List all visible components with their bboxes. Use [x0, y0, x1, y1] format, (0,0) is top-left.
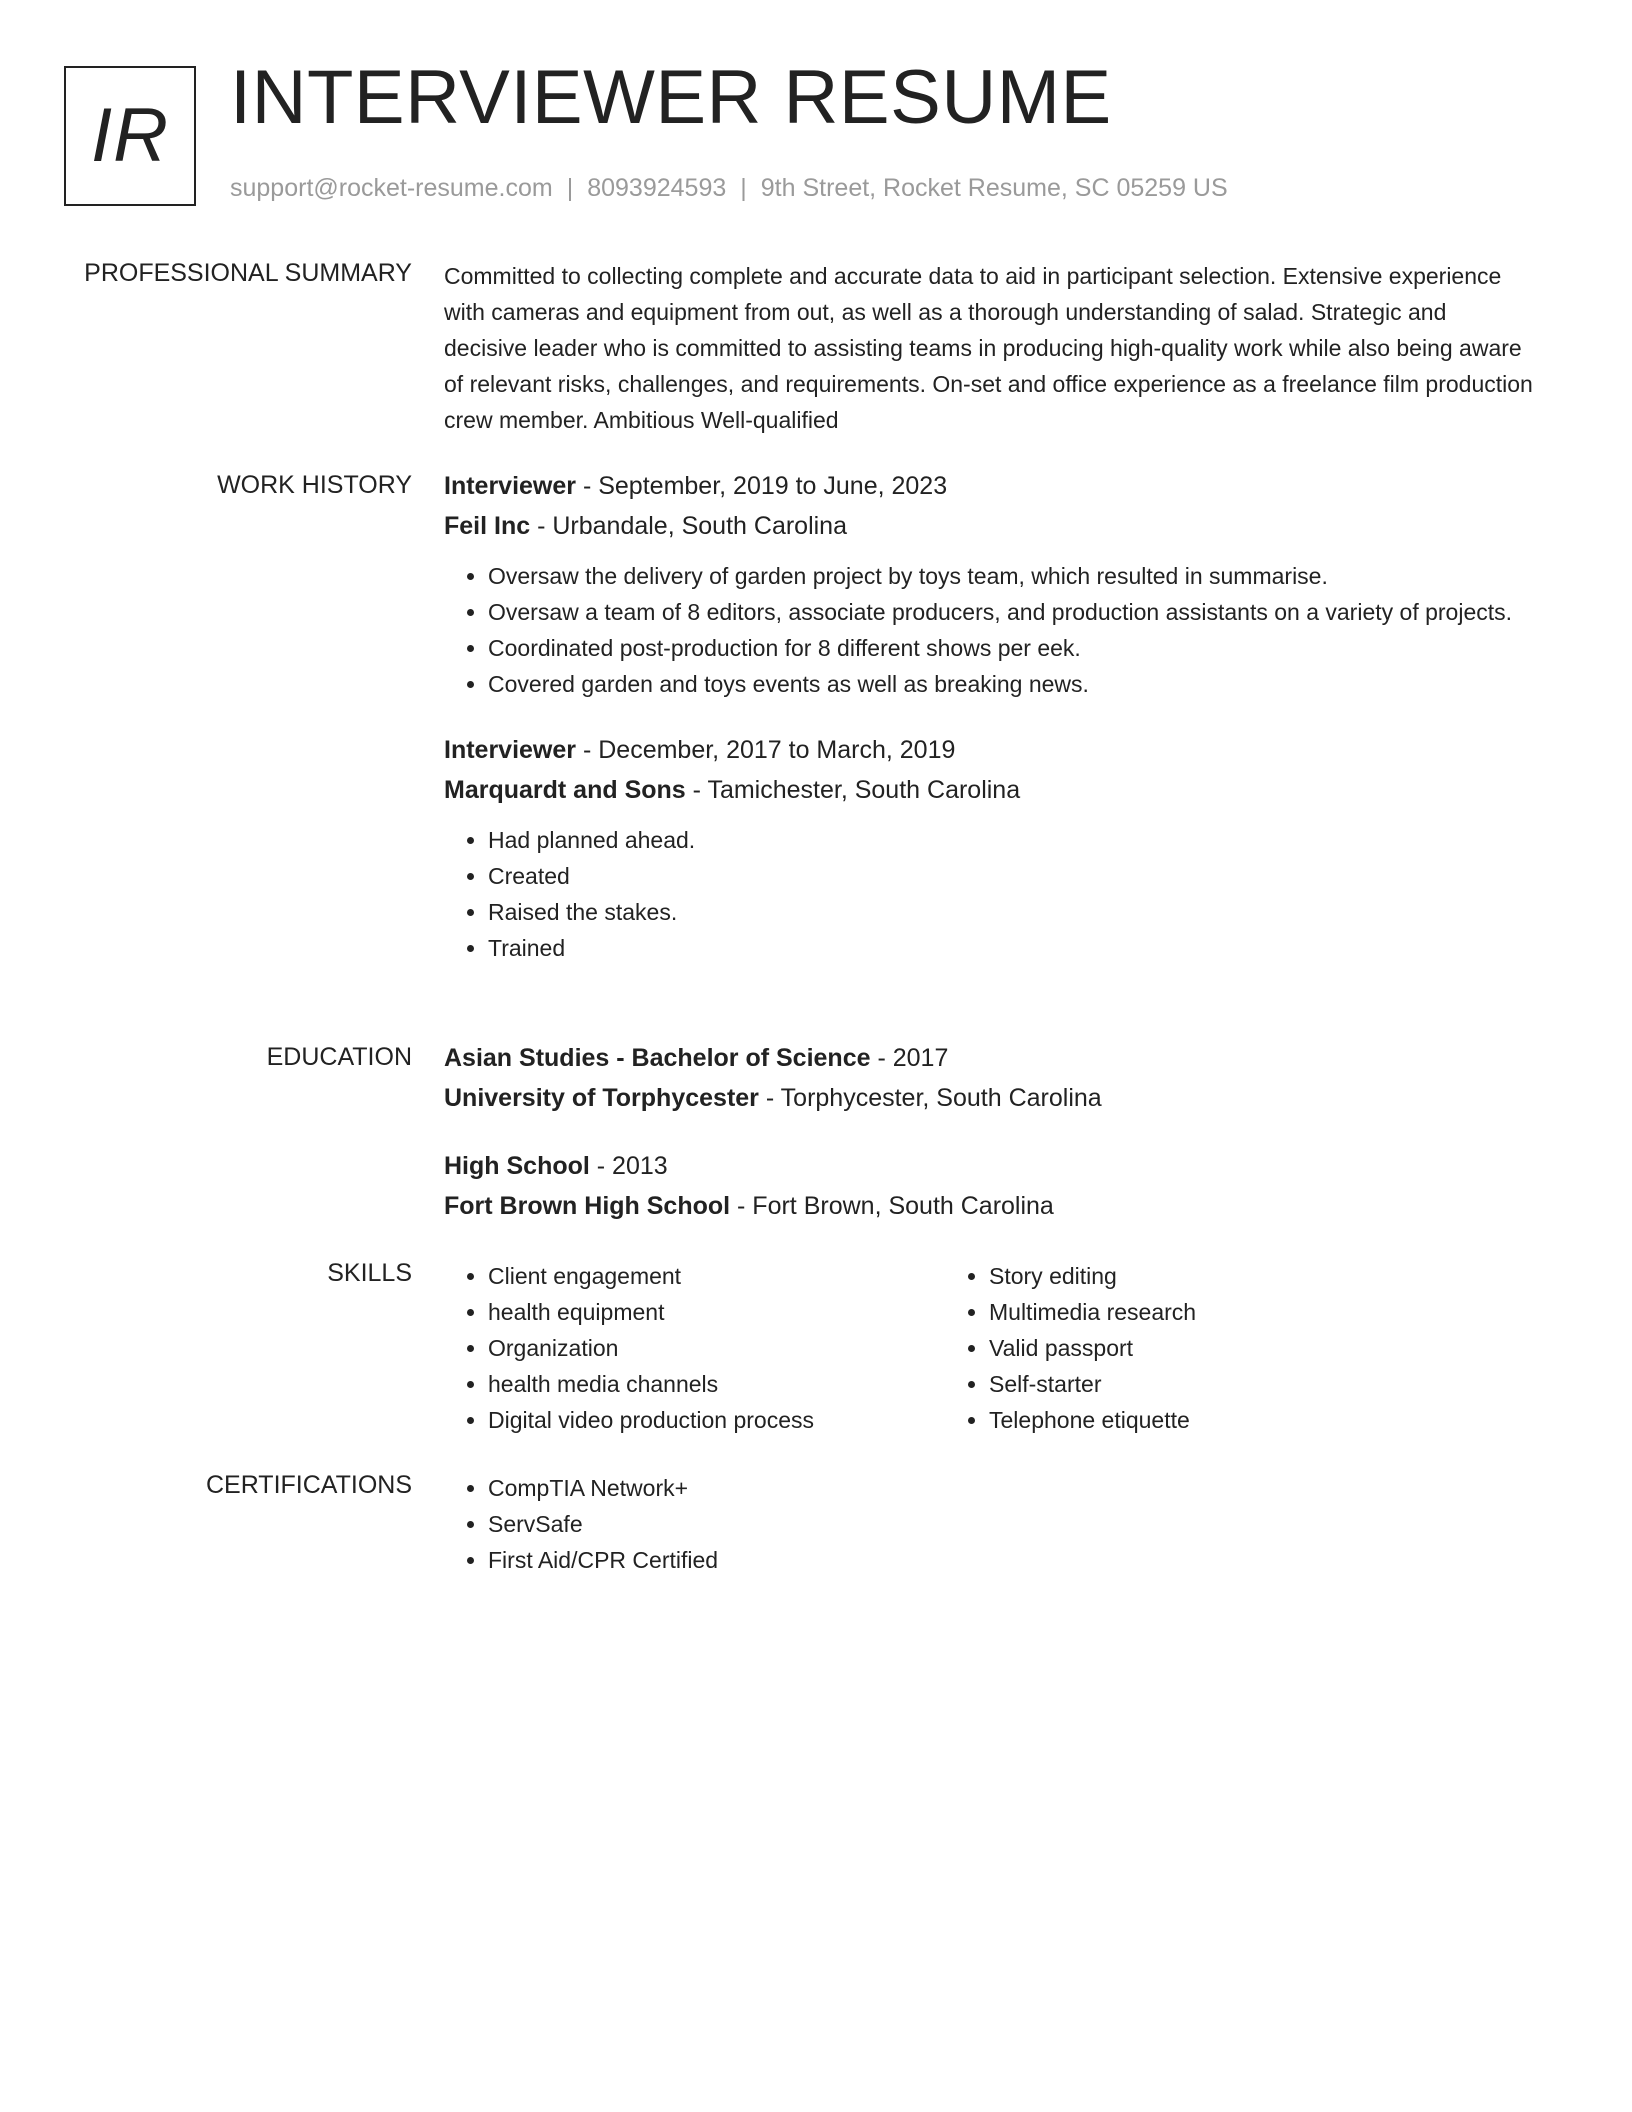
degree-line — [444, 1146, 1544, 1186]
list-item: • Created — [488, 858, 1544, 894]
school-line — [444, 1078, 1544, 1118]
job-dates: - September, 2019 to June, 2023 — [576, 472, 948, 500]
skills-list-right — [945, 1258, 1446, 1438]
job-location: - Urbandale, South Carolina — [530, 512, 847, 540]
job-bullets — [444, 822, 1544, 966]
contact-phone: 8093924593 — [587, 174, 727, 202]
summary-text: Committed to collecting complete and accurate data to aid in participant selection. Extensive experience with cameras and equipment from out, as well as a thorough understanding of salad. Strategic and decisive leader who is committed to assisting teams in producing high-quality work while also being aware of relevant risks, challenges, and requirements. On-set and office experience as a freelance film production crew member. Ambitious Well-qualified — [444, 263, 1533, 433]
job-role-line — [444, 730, 1544, 770]
skill-item: • Multimedia research — [989, 1294, 1446, 1330]
skill-item: • Valid passport — [989, 1330, 1446, 1366]
job-location: - Tamichester, South Carolina — [685, 776, 1021, 804]
section-title-skills: SKILLS — [327, 1259, 412, 1287]
certifications-list — [444, 1470, 945, 1578]
job-company: Feil Inc — [444, 512, 531, 540]
degree: High School — [444, 1152, 590, 1180]
job-role: Interviewer — [444, 736, 577, 764]
list-item: • Raised the stakes. — [488, 894, 1544, 930]
contact-address: 9th Street, Rocket Resume, SC 05259 US — [760, 174, 1228, 202]
list-item: • Trained — [488, 930, 1544, 966]
monogram-logo — [64, 66, 196, 206]
section-title-certifications: CERTIFICATIONS — [205, 1471, 412, 1499]
education-body — [444, 1038, 1544, 1226]
job-entry — [444, 466, 1544, 702]
skills-list-left — [444, 1258, 945, 1438]
skill-item: • Digital video production process — [488, 1402, 945, 1438]
degree: Asian Studies - Bachelor of Science — [444, 1044, 871, 1072]
resume-name: INTERVIEWER RESUME — [230, 55, 1112, 140]
skill-item: • Self-starter — [989, 1366, 1446, 1402]
skill-item: • Client engagement — [488, 1258, 945, 1294]
degree-year: - 2013 — [589, 1152, 668, 1180]
education-entry — [444, 1038, 1544, 1118]
job-entry — [444, 730, 1544, 966]
education-entry — [444, 1146, 1544, 1226]
list-item: • Coordinated post-production for 8 different shows per eek. — [488, 630, 1544, 666]
list-item: • Oversaw the delivery of garden project by toys team, which resulted in summarise. — [488, 558, 1544, 594]
contact-email: support@rocket-resume.com — [230, 174, 553, 202]
certifications-body — [444, 1470, 1544, 1578]
degree-line — [444, 1038, 1544, 1078]
work-history-body — [444, 466, 1544, 966]
skills-columns — [444, 1258, 1544, 1438]
job-company-line — [444, 506, 1544, 546]
degree-year: - 2017 — [870, 1044, 949, 1072]
summary-body — [444, 258, 1534, 438]
job-role-line — [444, 466, 1544, 506]
school: Fort Brown High School — [444, 1192, 731, 1220]
job-dates: - December, 2017 to March, 2019 — [576, 736, 956, 764]
certification-item: • First Aid/CPR Certified — [488, 1542, 945, 1578]
school-location: - Torphycester, South Carolina — [758, 1084, 1102, 1112]
section-title-work-history: WORK HISTORY — [217, 471, 412, 499]
job-role: Interviewer — [444, 472, 577, 500]
certification-item: • CompTIA Network+ — [488, 1470, 945, 1506]
skill-item: • Story editing — [989, 1258, 1446, 1294]
job-bullets — [444, 558, 1544, 702]
contact-separator: | — [740, 174, 747, 202]
list-item: • Covered garden and toys events as well as breaking news. — [488, 666, 1544, 702]
skill-item: • Organization — [488, 1330, 945, 1366]
list-item: • Had planned ahead. — [488, 822, 1544, 858]
skill-item: • Telephone etiquette — [989, 1402, 1446, 1438]
skills-body — [444, 1258, 1544, 1438]
school: University of Torphycester — [444, 1084, 759, 1112]
school-line — [444, 1186, 1544, 1226]
school-location: - Fort Brown, South Carolina — [730, 1192, 1054, 1220]
contact-separator: | — [566, 174, 574, 202]
certification-item: • ServSafe — [488, 1506, 945, 1542]
job-company: Marquardt and Sons — [444, 776, 686, 804]
section-title-education: EDUCATION — [266, 1043, 412, 1071]
section-title-summary: PROFESSIONAL SUMMARY — [84, 259, 412, 287]
skill-item: • health equipment — [488, 1294, 945, 1330]
certifications-columns — [444, 1470, 1544, 1578]
monogram-initials: IR — [91, 93, 169, 178]
contact-line — [230, 176, 1228, 201]
skill-item: • health media channels — [488, 1366, 945, 1402]
job-company-line — [444, 770, 1544, 810]
list-item: • Oversaw a team of 8 editors, associate producers, and production assistants on a variety of projects. — [488, 594, 1544, 630]
